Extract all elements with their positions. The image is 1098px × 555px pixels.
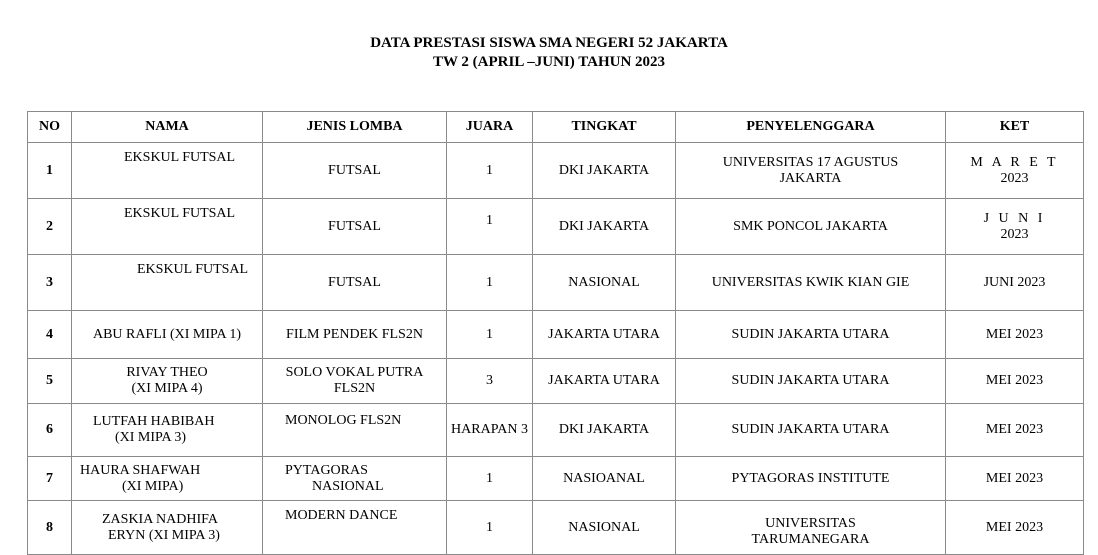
nama-line: LUTFAH HABIBAH <box>93 414 215 429</box>
ket-line: 2023 <box>1000 170 1029 186</box>
cell-ket: MEI 2023 <box>946 501 1084 555</box>
cell-no: 7 <box>28 457 72 501</box>
cell-nama <box>72 143 263 199</box>
cell-nama <box>72 199 263 255</box>
header-no: NO <box>28 112 72 143</box>
cell-penyelenggara: PYTAGORAS INSTITUTE <box>676 457 946 501</box>
cell-no: 2 <box>28 199 72 255</box>
cell-tingkat: JAKARTA UTARA <box>533 359 676 404</box>
cell-jenis-lomba: FUTSAL <box>263 255 447 311</box>
cell-juara: HARAPAN 3 <box>447 404 533 457</box>
cell-juara: 1 <box>447 311 533 359</box>
cell-no: 3 <box>28 255 72 311</box>
cell-jenis-lomba: FILM PENDEK FLS2N <box>263 311 447 359</box>
cell-tingkat: NASIONAL <box>533 255 676 311</box>
cell-ket: MEI 2023 <box>946 359 1084 404</box>
cell-tingkat: NASIONAL <box>533 501 676 555</box>
cell-juara: 1 <box>447 255 533 311</box>
cell-penyelenggara <box>676 501 946 555</box>
lomba-line: FLS2N <box>333 381 376 396</box>
cell-jenis-lomba: FUTSAL <box>263 199 447 255</box>
cell-ket: MEI 2023 <box>946 311 1084 359</box>
ket-line: J U N I <box>983 210 1046 226</box>
lomba-line: MONOLOG FLS2N <box>285 413 402 428</box>
cell-juara <box>447 199 533 255</box>
table-header-row <box>28 112 1084 143</box>
header-penyelenggara: PENYELENGGARA <box>676 112 946 143</box>
cell-nama <box>72 359 263 404</box>
cell-tingkat: NASIOANAL <box>533 457 676 501</box>
cell-penyelenggara: SUDIN JAKARTA UTARA <box>676 359 946 404</box>
nama-line: (XI MIPA) <box>122 478 184 494</box>
lomba-line: NASIONAL <box>312 478 384 494</box>
cell-no: 5 <box>28 359 72 404</box>
cell-penyelenggara: UNIVERSITAS KWIK KIAN GIE <box>676 255 946 311</box>
table-row <box>28 501 1084 555</box>
header-nama: NAMA <box>72 112 263 143</box>
cell-penyelenggara: SUDIN JAKARTA UTARA <box>676 311 946 359</box>
cell-ket: JUNI 2023 <box>946 255 1084 311</box>
ket-line: M A R E T <box>970 154 1059 170</box>
header-ket: KET <box>946 112 1084 143</box>
penyelenggara-line: UNIVERSITAS 17 AGUSTUS <box>722 154 899 170</box>
ket-line: 2023 <box>1000 226 1029 242</box>
nama-line: EKSKUL FUTSAL <box>124 206 236 221</box>
penyelenggara-line: TARUMANEGARA <box>751 531 870 547</box>
lomba-line: SOLO VOKAL PUTRA <box>285 365 424 380</box>
cell-tingkat: JAKARTA UTARA <box>533 311 676 359</box>
cell-no: 6 <box>28 404 72 457</box>
header-jenis-lomba: JENIS LOMBA <box>263 112 447 143</box>
cell-jenis-lomba <box>263 457 447 501</box>
cell-ket: MEI 2023 <box>946 457 1084 501</box>
lomba-line: PYTAGORAS <box>285 462 368 478</box>
nama-line: HAURA SHAFWAH <box>80 462 201 478</box>
cell-nama: ABU RAFLI (XI MIPA 1) <box>72 311 263 359</box>
cell-tingkat: DKI JAKARTA <box>533 199 676 255</box>
cell-penyelenggara: SUDIN JAKARTA UTARA <box>676 404 946 457</box>
table-row <box>28 311 1084 359</box>
cell-nama <box>72 457 263 501</box>
cell-juara: 3 <box>447 359 533 404</box>
document-title: DATA PRESTASI SISWA SMA NEGERI 52 JAKARTA <box>370 35 728 51</box>
cell-ket: MEI 2023 <box>946 404 1084 457</box>
header-tingkat: TINGKAT <box>533 112 676 143</box>
juara-value: 1 <box>486 212 493 228</box>
cell-nama <box>72 404 263 457</box>
cell-no: 1 <box>28 143 72 199</box>
table-row <box>28 199 1084 255</box>
cell-juara: 1 <box>447 143 533 199</box>
table-row <box>28 143 1084 199</box>
cell-juara: 1 <box>447 501 533 555</box>
cell-nama <box>72 255 263 311</box>
cell-no: 8 <box>28 501 72 555</box>
cell-tingkat: DKI JAKARTA <box>533 404 676 457</box>
cell-jenis-lomba <box>263 404 447 457</box>
table-row <box>28 359 1084 404</box>
cell-penyelenggara <box>676 143 946 199</box>
lomba-line: MODERN DANCE <box>285 508 398 523</box>
nama-line: EKSKUL FUTSAL <box>137 262 249 277</box>
cell-no: 4 <box>28 311 72 359</box>
cell-juara: 1 <box>447 457 533 501</box>
table-row <box>28 404 1084 457</box>
cell-tingkat: DKI JAKARTA <box>533 143 676 199</box>
cell-ket <box>946 143 1084 199</box>
header-juara: JUARA <box>447 112 533 143</box>
cell-ket <box>946 199 1084 255</box>
nama-line: (XI MIPA 3) <box>115 430 187 445</box>
penyelenggara-line: JAKARTA <box>779 170 842 186</box>
cell-jenis-lomba <box>263 501 447 555</box>
cell-jenis-lomba: FUTSAL <box>263 143 447 199</box>
penyelenggara-line: UNIVERSITAS <box>765 515 856 531</box>
cell-jenis-lomba <box>263 359 447 404</box>
table-row <box>28 255 1084 311</box>
nama-line: ERYN (XI MIPA 3) <box>108 527 220 543</box>
nama-line: RIVAY THEO <box>126 365 208 380</box>
nama-line: (XI MIPA 4) <box>131 381 203 396</box>
achievement-table <box>27 111 1084 555</box>
nama-line: EKSKUL FUTSAL <box>124 150 236 165</box>
table-row <box>28 457 1084 501</box>
cell-penyelenggara: SMK PONCOL JAKARTA <box>676 199 946 255</box>
document-subtitle: TW 2 (APRIL –JUNI) TAHUN 2023 <box>432 54 666 70</box>
cell-nama <box>72 501 263 555</box>
nama-line: ZASKIA NADHIFA <box>102 511 219 527</box>
